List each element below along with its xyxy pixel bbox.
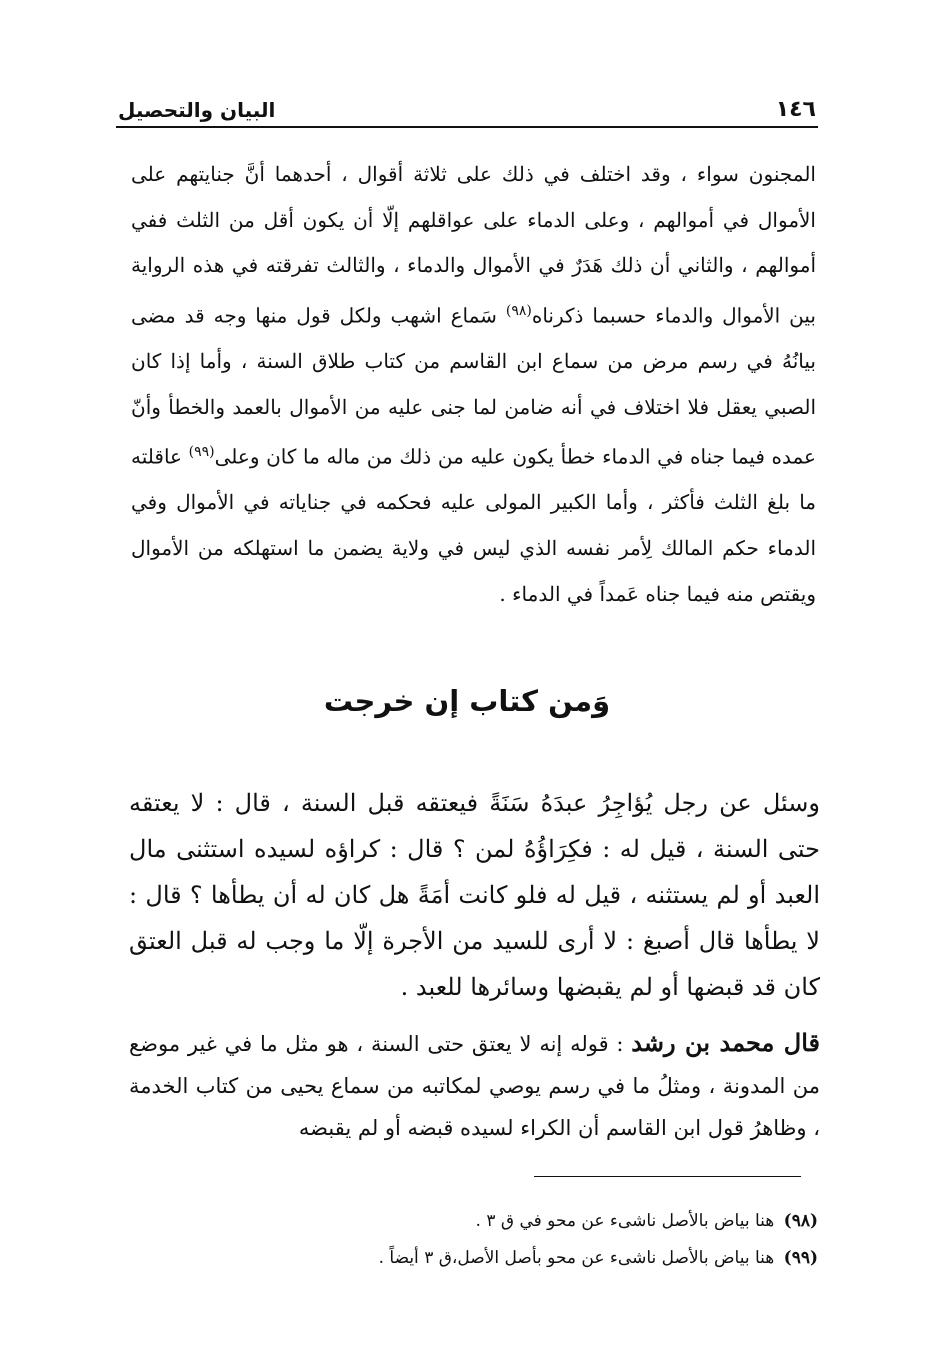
paragraph-3-lead: قال محمد بن رشد xyxy=(631,1028,820,1057)
page-number: ١٤٦ xyxy=(775,97,816,122)
footnote-number: (٩٩) xyxy=(783,1248,818,1268)
paragraph-3 xyxy=(129,1022,820,1149)
footnote-text: هنا بياض بالأصل ناشىء عن محو في ق ٣ . xyxy=(475,1211,775,1231)
running-header xyxy=(118,86,816,122)
paragraph-3-text: : قوله إنه لا يعتق حتى السنة ، هو مثل ما في غير موضع من المدونة ، ومثلُ ما في رسم يوصي لمكاتبه من سماع يحيى من كتاب الخدمة ، وظاهرُ قول ابن القاسم أن الكراء لسيده قبضه أو لم يقبضه xyxy=(129,1032,820,1140)
footnote-text: هنا بياض بالأصل ناشىء عن محو بأصل الأصل،ق ٣ أيضاً . xyxy=(378,1248,775,1268)
paragraph-1 xyxy=(131,152,816,617)
paragraph-1-text-b: سَماع اشهب ولكل قول منها وجه قد مضى بيانُهُ في رسم مرض من سماع ابن القاسم من كتاب طلاق السنة ، وأما إذا كان الصبي يعقل فلا اختلاف في أنه ضامن لما جنى عليه من الأموال بالعمد والخطأ وأنّ عمده فيما جناه في الدماء خطأ يكون عليه من ذلك من ماله ما كان وعلى xyxy=(131,303,816,469)
paragraph-2: وسئل عن رجل يُؤاجِرُ عبدَهُ سَنَةً فيعتقه قبل السنة ، قال : لا يعتقه حتى السنة ، قيل له : فكِرَاؤُهُ لمن ؟ قال : كراؤه لسيده استثنى مال العبد أو لم يستثنه ، قيل له فلو كانت أمَةً هل كان له أن يطأها ؟ قال : لا يطأها قال أصبغ : لا أرى للسيد من الأجرة إلّا ما وجب له قبل العتق كان قد قبضها أو لم يقبضها وسائرها للعبد . xyxy=(129,789,820,1001)
footnote-98 xyxy=(218,1203,818,1240)
paragraph-1-text-a: المجنون سواء ، وقد اختلف في ذلك على ثلاثة أقوال ، أحدهما أنَّ جنايتهم على الأموال في أموالهم ، وعلى الدماء على عواقلهم إلّا أن يكون أقل من الثلث ففي أموالهم ، والثاني أن ذلك هَدَرٌ في الأموال والدماء ، والثالث تفرقته في هذه الرواية بين الأموال والدماء حسبما ذكرناه xyxy=(131,162,816,328)
section-heading: وَمن كتاب إن خرجت xyxy=(323,684,611,718)
book-title: البيان والتحصيل xyxy=(118,98,276,122)
footnote-99 xyxy=(218,1240,818,1277)
footnotes xyxy=(218,1203,818,1277)
header-rule xyxy=(116,126,818,128)
footnote-rule xyxy=(534,1176,801,1177)
footnote-number: (٩٨) xyxy=(783,1211,818,1231)
paragraph-1-text-c: عاقلته ما بلغ الثلث فأكثر ، وأما الكبير المولى عليه فحكمه في جناياته في الأموال وفي الدماء حكم المالك لِأمر نفسه الذي ليس في ولاية يضمن ما استهلكه من الأموال ويقتص منه فيما جناه عَمداً في الدماء . xyxy=(131,444,816,606)
footnote-ref-99[interactable]: (٩٩) xyxy=(188,444,215,461)
footnote-ref-98[interactable]: (٩٨) xyxy=(505,302,532,319)
